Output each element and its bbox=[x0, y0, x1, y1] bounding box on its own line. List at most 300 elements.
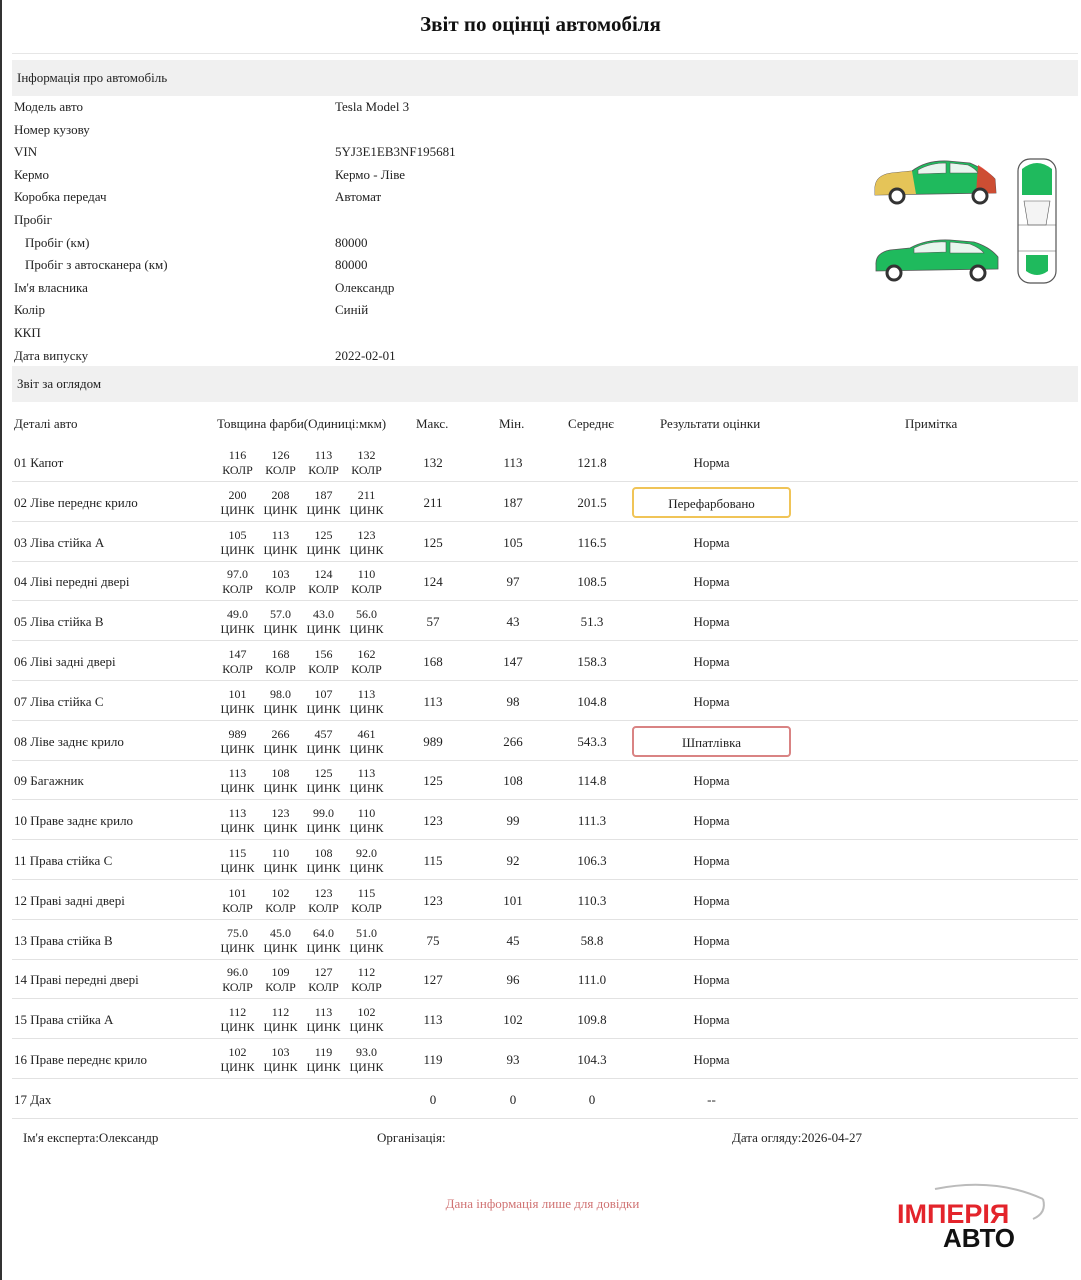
paint-reading bbox=[259, 926, 302, 956]
reading-type: КОЛР bbox=[308, 463, 339, 477]
reading-value: 112 bbox=[271, 1005, 290, 1020]
reading-type: КОЛР bbox=[308, 900, 339, 915]
result-badge: -- bbox=[707, 1091, 716, 1107]
reading-type: ЦИНК bbox=[220, 861, 255, 875]
reading-value: 112 bbox=[228, 1005, 247, 1020]
paint-reading bbox=[345, 528, 388, 558]
reading-value: 113 bbox=[228, 766, 247, 781]
reading-type: ЦИНК bbox=[349, 502, 384, 517]
reading-value: 102 bbox=[357, 1005, 376, 1020]
info-label: Модель авто bbox=[14, 99, 84, 114]
reading-value: 49.0 bbox=[227, 607, 248, 622]
reading-value: 92.0 bbox=[356, 846, 377, 860]
col-header-result: Результати оцінки bbox=[660, 416, 761, 431]
expert-name: Ім'я експерта:Олександр bbox=[23, 1130, 159, 1145]
reading-type: ЦИНК bbox=[263, 821, 298, 836]
paint-reading bbox=[302, 846, 345, 876]
paint-reading bbox=[259, 766, 302, 796]
min-value: 97 bbox=[506, 574, 520, 590]
min-value: 105 bbox=[503, 534, 523, 550]
part-name: 17 Дах bbox=[14, 1091, 52, 1107]
min-value: 92 bbox=[506, 853, 520, 868]
table-row bbox=[12, 1040, 1078, 1079]
part-name: 14 Праві передні двері bbox=[14, 972, 139, 988]
reading-value: 101 bbox=[228, 686, 247, 701]
max-value: 75 bbox=[426, 932, 440, 948]
part-name: 11 Права стійка C bbox=[14, 853, 113, 868]
max-value: 113 bbox=[423, 1012, 443, 1028]
info-row bbox=[14, 299, 814, 321]
logo-line1: ІМПЕРІЯ bbox=[897, 1199, 1010, 1229]
info-value: Кермо - Ліве bbox=[335, 166, 406, 182]
reading-value: 51.0 bbox=[356, 925, 377, 940]
result-badge: Норма bbox=[693, 813, 730, 829]
paint-reading bbox=[345, 1045, 388, 1075]
reading-type: ЦИНК bbox=[349, 1060, 384, 1074]
paint-readings bbox=[216, 965, 388, 995]
reading-type: КОЛР bbox=[222, 463, 253, 477]
paint-reading bbox=[345, 727, 388, 757]
info-label: Кермо bbox=[14, 166, 49, 182]
reading-value: 461 bbox=[357, 726, 376, 741]
reading-type: ЦИНК bbox=[349, 1020, 384, 1035]
table-row bbox=[12, 602, 1078, 641]
reading-type: КОЛР bbox=[265, 662, 296, 676]
paint-reading bbox=[302, 1045, 345, 1075]
table-row bbox=[12, 443, 1078, 482]
avg-value: 104.8 bbox=[577, 693, 607, 709]
paint-reading bbox=[259, 687, 302, 717]
reading-type: ЦИНК bbox=[349, 781, 384, 796]
result-badge: Норма bbox=[693, 1052, 730, 1067]
reading-value: 56.0 bbox=[356, 607, 377, 622]
info-value: Синій bbox=[335, 302, 369, 318]
paint-reading bbox=[302, 806, 345, 836]
reading-type: КОЛР bbox=[222, 662, 253, 676]
paint-reading bbox=[216, 607, 259, 637]
table-row bbox=[12, 1000, 1078, 1039]
paint-reading bbox=[259, 1005, 302, 1035]
paint-reading bbox=[302, 886, 345, 916]
paint-reading bbox=[345, 965, 388, 995]
paint-readings bbox=[216, 607, 388, 637]
info-value: 5YJ3E1EB3NF195681 bbox=[335, 144, 456, 160]
result-badge: Шпатлівка bbox=[632, 726, 791, 757]
reading-value: 119 bbox=[314, 1045, 333, 1059]
paint-reading bbox=[259, 448, 302, 478]
result-badge: Норма bbox=[693, 654, 730, 669]
col-header-min: Мін. bbox=[499, 416, 525, 431]
min-value: 147 bbox=[503, 654, 523, 669]
reading-type: ЦИНК bbox=[220, 1060, 255, 1074]
info-label: VIN bbox=[14, 144, 38, 160]
paint-readings bbox=[216, 528, 388, 558]
inspection-date: Дата огляду:2026-04-27 bbox=[732, 1130, 863, 1145]
reading-type: ЦИНК bbox=[263, 622, 298, 637]
paint-reading bbox=[259, 607, 302, 637]
reading-value: 110 bbox=[357, 806, 376, 821]
max-value: 123 bbox=[423, 813, 443, 829]
reading-value: 457 bbox=[314, 726, 333, 741]
avg-value: 0 bbox=[588, 1091, 596, 1107]
min-value: 96 bbox=[506, 972, 520, 988]
reading-type: КОЛР bbox=[265, 463, 296, 477]
reading-value: 162 bbox=[357, 647, 376, 661]
paint-readings bbox=[216, 1045, 388, 1075]
table-row bbox=[12, 761, 1078, 800]
inspection-section-header: Звіт за оглядом bbox=[12, 366, 1078, 402]
info-label: Номер кузову bbox=[14, 121, 90, 137]
min-value: 102 bbox=[503, 1012, 523, 1028]
max-value: 168 bbox=[423, 654, 443, 669]
info-label: Пробіг bbox=[14, 212, 52, 227]
reading-type: ЦИНК bbox=[306, 741, 341, 756]
reading-value: 132 bbox=[357, 448, 376, 462]
result-badge: Норма bbox=[693, 972, 730, 988]
paint-readings bbox=[216, 647, 388, 677]
max-value: 211 bbox=[423, 494, 443, 510]
reading-value: 102 bbox=[228, 1045, 247, 1059]
result-badge: Перефарбовано bbox=[632, 487, 791, 518]
avg-value: 543.3 bbox=[577, 733, 607, 749]
reading-value: 124 bbox=[314, 567, 333, 582]
reading-value: 96.0 bbox=[227, 965, 248, 980]
reading-type: КОЛР bbox=[222, 900, 253, 915]
reading-type: ЦИНК bbox=[220, 1020, 255, 1035]
result-badge: Норма bbox=[693, 614, 730, 630]
paint-reading bbox=[345, 1005, 388, 1035]
min-value: 0 bbox=[509, 1091, 517, 1107]
paint-readings bbox=[216, 766, 388, 796]
reading-value: 108 bbox=[314, 846, 333, 860]
reading-type: ЦИНК bbox=[263, 940, 298, 955]
paint-reading bbox=[302, 1005, 345, 1035]
reading-value: 116 bbox=[228, 448, 247, 462]
reading-type: ЦИНК bbox=[306, 821, 341, 836]
reading-value: 110 bbox=[271, 846, 290, 860]
info-row bbox=[14, 277, 814, 299]
reading-value: 123 bbox=[357, 527, 376, 542]
paint-reading bbox=[259, 488, 302, 518]
table-row bbox=[12, 722, 1078, 761]
info-label: Пробіг з автосканера (км) bbox=[25, 257, 168, 273]
part-name: 07 Ліва стійка C bbox=[14, 693, 104, 709]
reading-type: ЦИНК bbox=[220, 542, 255, 557]
paint-readings bbox=[216, 727, 388, 757]
info-section-header: Інформація про автомобіль bbox=[12, 60, 1078, 96]
paint-reading bbox=[345, 806, 388, 836]
reading-value: 103 bbox=[271, 567, 290, 582]
info-value: Автомат bbox=[335, 189, 382, 205]
result-badge: Норма bbox=[693, 853, 730, 868]
reading-value: 64.0 bbox=[313, 925, 334, 940]
paint-reading bbox=[216, 886, 259, 916]
table-row bbox=[12, 483, 1078, 522]
reading-type: ЦИНК bbox=[349, 622, 384, 637]
result-badge: Норма bbox=[693, 932, 730, 948]
avg-value: 114.8 bbox=[577, 773, 607, 789]
max-value: 119 bbox=[423, 1052, 443, 1067]
reading-value: 75.0 bbox=[227, 925, 248, 940]
reading-value: 102 bbox=[271, 885, 290, 900]
reading-value: 187 bbox=[314, 487, 333, 502]
paint-reading bbox=[345, 567, 388, 597]
max-value: 0 bbox=[429, 1091, 437, 1107]
reading-value: 107 bbox=[314, 686, 333, 701]
paint-reading bbox=[345, 766, 388, 796]
info-label: Ім'я власника bbox=[14, 279, 88, 295]
reading-value: 123 bbox=[271, 806, 290, 821]
info-label: Пробіг (км) bbox=[25, 234, 90, 250]
reading-type: ЦИНК bbox=[220, 502, 255, 517]
reading-value: 266 bbox=[271, 726, 290, 741]
reading-type: КОЛР bbox=[351, 980, 382, 995]
max-value: 132 bbox=[423, 455, 443, 470]
paint-readings bbox=[216, 448, 388, 478]
reading-type: КОЛР bbox=[222, 582, 253, 597]
reading-type: КОЛР bbox=[308, 582, 339, 597]
paint-reading bbox=[259, 965, 302, 995]
paint-reading bbox=[345, 687, 388, 717]
table-row bbox=[12, 562, 1078, 601]
paint-readings bbox=[216, 687, 388, 717]
paint-reading bbox=[302, 926, 345, 956]
paint-reading bbox=[345, 488, 388, 518]
paint-reading bbox=[302, 687, 345, 717]
table-row bbox=[12, 960, 1078, 999]
avg-value: 111.3 bbox=[577, 813, 607, 829]
car-left-side-view bbox=[875, 161, 996, 203]
paint-reading bbox=[216, 727, 259, 757]
result-badge: Норма bbox=[693, 574, 730, 590]
reading-value: 97.0 bbox=[227, 567, 248, 582]
avg-value: 121.8 bbox=[577, 455, 607, 470]
avg-value: 51.3 bbox=[580, 614, 604, 630]
reading-value: 45.0 bbox=[270, 925, 291, 940]
reading-value: 57.0 bbox=[270, 607, 291, 622]
reading-value: 125 bbox=[314, 527, 333, 542]
paint-reading bbox=[216, 806, 259, 836]
reading-type: ЦИНК bbox=[306, 1020, 341, 1035]
info-value: 80000 bbox=[335, 234, 368, 250]
reading-type: КОЛР bbox=[222, 980, 253, 995]
reading-value: 211 bbox=[357, 487, 376, 502]
avg-value: 158.3 bbox=[577, 654, 607, 669]
reading-value: 103 bbox=[271, 1045, 290, 1059]
col-header-note: Примітка bbox=[905, 416, 958, 431]
max-value: 115 bbox=[423, 853, 443, 868]
reading-type: ЦИНК bbox=[263, 861, 298, 875]
reading-value: 115 bbox=[228, 846, 247, 860]
paint-reading bbox=[345, 886, 388, 916]
min-value: 187 bbox=[503, 494, 523, 510]
paint-reading bbox=[216, 567, 259, 597]
result-badge: Норма bbox=[693, 1012, 730, 1028]
min-value: 108 bbox=[503, 773, 523, 789]
info-row bbox=[14, 186, 814, 208]
reading-type: ЦИНК bbox=[220, 741, 255, 756]
reading-type: ЦИНК bbox=[349, 861, 384, 875]
reading-value: 93.0 bbox=[356, 1045, 377, 1059]
col-header-avg: Середнє bbox=[568, 416, 614, 431]
reading-value: 125 bbox=[314, 766, 333, 781]
reading-type: ЦИНК bbox=[263, 502, 298, 517]
logo-line2: АВТО bbox=[943, 1223, 1016, 1251]
reading-value: 105 bbox=[228, 527, 247, 542]
result-badge: Норма bbox=[693, 534, 730, 550]
max-value: 57 bbox=[426, 614, 440, 630]
reading-type: КОЛР bbox=[351, 662, 382, 676]
info-row bbox=[14, 254, 814, 276]
reading-type: ЦИНК bbox=[220, 622, 255, 637]
reading-type: КОЛР bbox=[308, 980, 339, 995]
info-label: Колір bbox=[14, 302, 45, 318]
reading-value: 200 bbox=[228, 487, 247, 502]
paint-reading bbox=[216, 926, 259, 956]
reading-value: 168 bbox=[271, 647, 290, 661]
reading-type: ЦИНК bbox=[306, 622, 341, 637]
reading-value: 113 bbox=[357, 686, 376, 701]
avg-value: 111.0 bbox=[577, 972, 607, 988]
paint-reading bbox=[302, 607, 345, 637]
reading-value: 113 bbox=[271, 527, 290, 542]
reading-type: ЦИНК bbox=[220, 781, 255, 796]
part-name: 16 Праве переднє крило bbox=[14, 1052, 147, 1067]
part-name: 10 Праве заднє крило bbox=[14, 813, 134, 829]
col-header-thickness: Товщина фарби(Одиниці:мкм) bbox=[217, 416, 387, 431]
min-value: 99 bbox=[506, 813, 520, 829]
reading-value: 127 bbox=[314, 965, 333, 980]
paint-reading bbox=[216, 488, 259, 518]
paint-readings bbox=[216, 567, 388, 597]
max-value: 125 bbox=[423, 773, 443, 789]
reading-type: ЦИНК bbox=[306, 781, 341, 796]
reading-type: ЦИНК bbox=[263, 781, 298, 796]
reading-type: ЦИНК bbox=[263, 1020, 298, 1035]
paint-reading bbox=[216, 448, 259, 478]
min-value: 43 bbox=[506, 614, 520, 630]
min-value: 45 bbox=[506, 932, 520, 948]
paint-reading bbox=[345, 846, 388, 876]
reading-type: КОЛР bbox=[265, 582, 296, 597]
max-value: 123 bbox=[423, 892, 443, 908]
reading-type: ЦИНК bbox=[306, 861, 341, 875]
paint-reading bbox=[216, 965, 259, 995]
part-name: 05 Ліва стійка B bbox=[14, 614, 104, 630]
info-row bbox=[14, 322, 814, 344]
reading-type: КОЛР bbox=[351, 463, 382, 477]
paint-reading bbox=[216, 528, 259, 558]
table-row bbox=[12, 642, 1078, 681]
info-label: Дата випуску bbox=[14, 347, 89, 363]
reading-value: 108 bbox=[271, 766, 290, 781]
paint-reading bbox=[345, 647, 388, 677]
paint-reading bbox=[216, 647, 259, 677]
reading-type: ЦИНК bbox=[263, 1060, 298, 1074]
reading-value: 113 bbox=[228, 806, 247, 821]
result-badge: Норма bbox=[693, 455, 730, 470]
info-row bbox=[14, 345, 814, 367]
paint-reading bbox=[259, 647, 302, 677]
result-badge: Норма bbox=[693, 693, 730, 709]
info-row bbox=[14, 164, 814, 186]
col-header-part: Деталі авто bbox=[14, 416, 78, 431]
reading-value: 147 bbox=[228, 647, 247, 661]
reading-value: 101 bbox=[228, 885, 247, 900]
part-name: 03 Ліва стійка A bbox=[14, 534, 105, 550]
reading-value: 113 bbox=[357, 766, 376, 781]
paint-reading bbox=[302, 766, 345, 796]
table-row bbox=[12, 841, 1078, 880]
part-name: 09 Багажник bbox=[14, 773, 84, 789]
info-value: Олександр bbox=[335, 279, 395, 295]
table-row bbox=[12, 921, 1078, 960]
min-value: 98 bbox=[506, 693, 520, 709]
paint-reading bbox=[216, 766, 259, 796]
imperia-avto-logo bbox=[895, 1183, 1050, 1251]
table-row bbox=[12, 682, 1078, 721]
table-row bbox=[12, 523, 1078, 562]
result-badge: Норма bbox=[693, 773, 730, 789]
paint-reading bbox=[216, 1045, 259, 1075]
avg-value: 110.3 bbox=[577, 892, 607, 908]
paint-reading bbox=[216, 687, 259, 717]
max-value: 113 bbox=[423, 693, 443, 709]
part-name: 15 Права стійка A bbox=[14, 1012, 114, 1028]
reading-type: ЦИНК bbox=[349, 741, 384, 756]
part-name: 08 Ліве заднє крило bbox=[14, 733, 124, 749]
reading-type: ЦИНК bbox=[263, 741, 298, 756]
part-name: 02 Ліве переднє крило bbox=[14, 494, 138, 510]
table-row bbox=[12, 881, 1078, 920]
disclaimer-note: Дана інформація лише для довідки bbox=[445, 1196, 640, 1211]
min-value: 266 bbox=[503, 733, 523, 749]
reading-type: ЦИНК bbox=[220, 940, 255, 955]
paint-reading bbox=[259, 727, 302, 757]
left-border bbox=[0, 0, 2, 1280]
max-value: 124 bbox=[423, 574, 443, 590]
car-body-diagram bbox=[870, 155, 1060, 290]
table-row bbox=[12, 1080, 1078, 1119]
paint-reading bbox=[302, 528, 345, 558]
reading-value: 126 bbox=[271, 448, 290, 462]
avg-value: 108.5 bbox=[577, 574, 607, 590]
reading-value: 113 bbox=[314, 1005, 333, 1020]
reading-value: 115 bbox=[357, 885, 376, 900]
part-name: 12 Праві задні двері bbox=[14, 892, 125, 908]
paint-reading bbox=[259, 886, 302, 916]
paint-reading bbox=[302, 647, 345, 677]
part-name: 04 Ліві передні двері bbox=[14, 574, 130, 590]
paint-readings bbox=[216, 806, 388, 836]
paint-reading bbox=[302, 488, 345, 518]
paint-reading bbox=[302, 567, 345, 597]
reading-type: ЦИНК bbox=[349, 701, 384, 716]
avg-value: 116.5 bbox=[577, 534, 607, 550]
avg-value: 104.3 bbox=[577, 1052, 607, 1067]
info-row bbox=[14, 96, 814, 118]
paint-readings bbox=[216, 926, 388, 956]
title-divider bbox=[12, 53, 1078, 54]
info-label: ККП bbox=[14, 325, 41, 340]
reading-type: ЦИНК bbox=[220, 701, 255, 716]
reading-type: ЦИНК bbox=[263, 542, 298, 557]
reading-type: КОЛР bbox=[308, 662, 339, 676]
result-badge: Норма bbox=[693, 892, 730, 908]
paint-readings bbox=[216, 488, 388, 518]
reading-value: 109 bbox=[271, 965, 290, 980]
page-title: Звіт по оцінці автомобіля bbox=[420, 12, 661, 36]
